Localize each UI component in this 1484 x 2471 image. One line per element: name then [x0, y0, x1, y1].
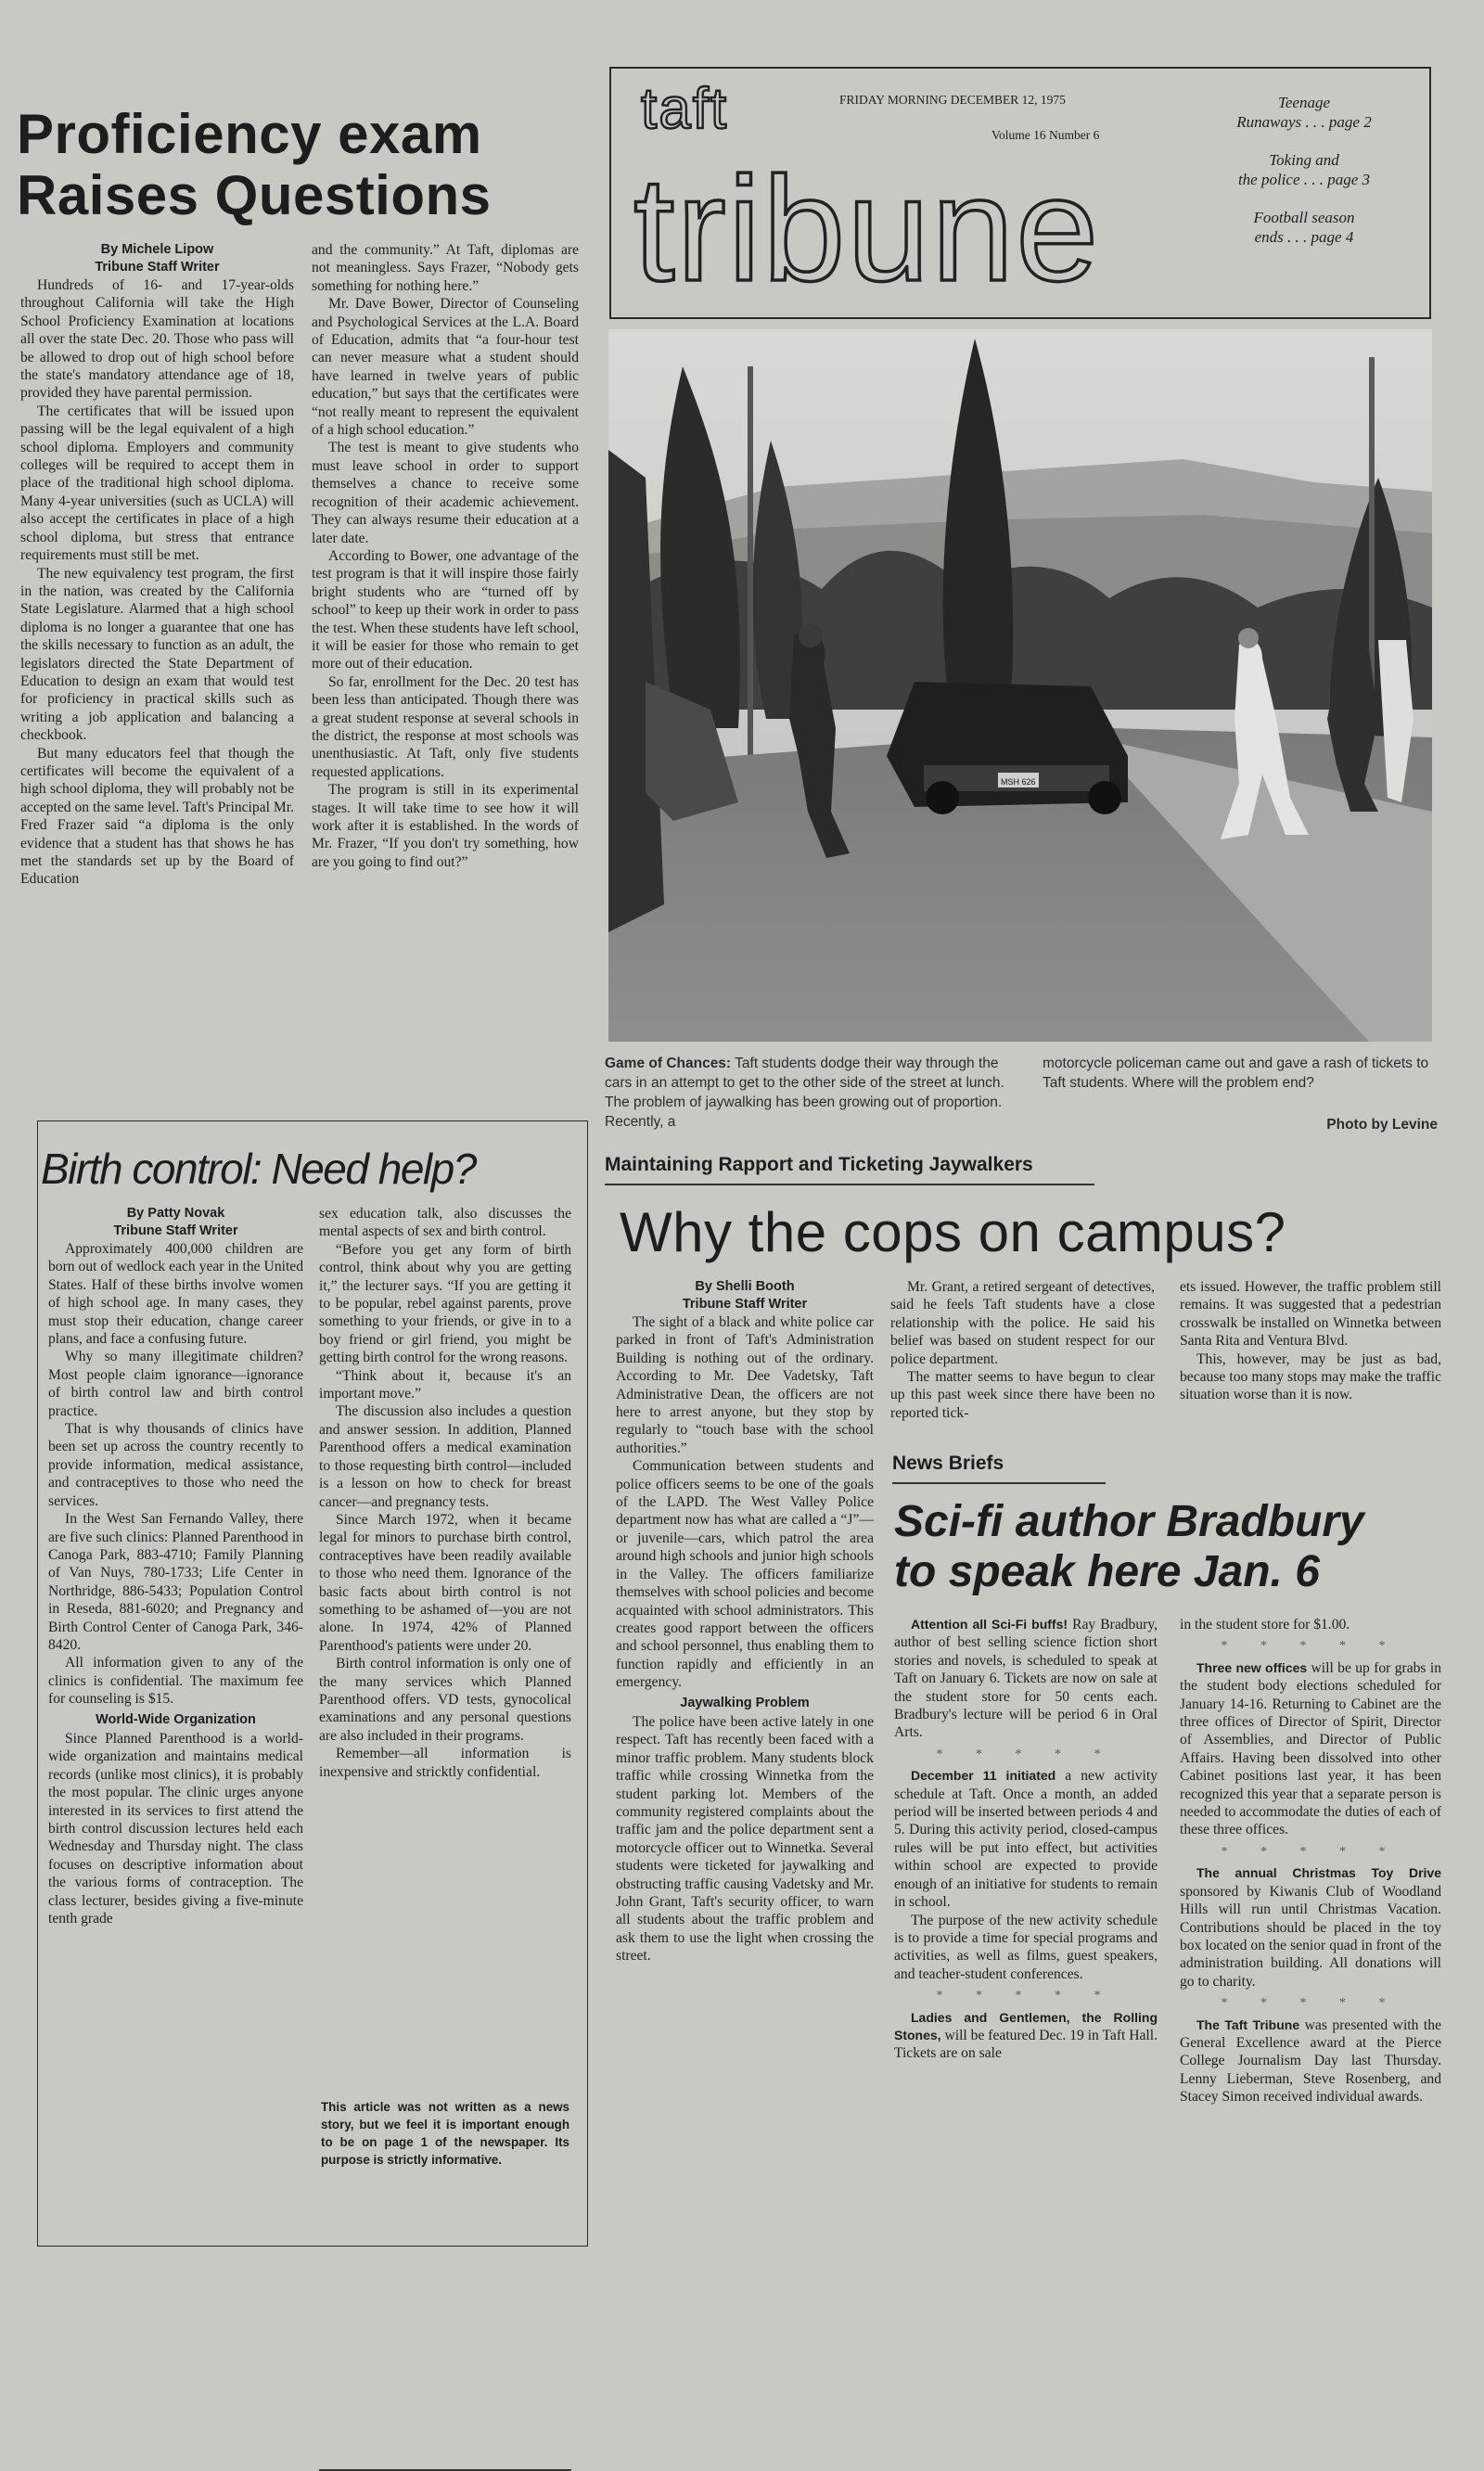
news-briefs-kicker: News Briefs: [892, 1453, 1004, 1474]
proficiency-byline-role: Tribune Staff Writer: [95, 260, 220, 275]
birth-control-paragraph: “Think about it, because it's an important move.”: [319, 1367, 571, 1402]
birth-control-subhead: World-Wide Organization: [96, 1711, 256, 1727]
proficiency-headline: [17, 104, 573, 226]
birth-control-paragraph: Approximately 400,000 children are born out of wedlock each year in the United States. Half of these births involve women of high school age. In many cases, they must stop their education, change career plans, and face a confusing future.: [48, 1241, 303, 1348]
birth-control-headline: Birth control: Need help?: [41, 1145, 476, 1193]
proficiency-column-2: [312, 241, 579, 871]
proficiency-column-1: [20, 241, 294, 889]
scifi-headline: [894, 1497, 1451, 1597]
news-briefs-column-2: [1180, 1616, 1441, 2106]
index-item-line: Runaways . . . page 2: [1236, 113, 1372, 131]
proficiency-paragraph: and the community.” At Taft, diplomas are not meaningless. Says Frazer, “Nobody gets something for nothing here.”: [312, 242, 579, 294]
cops-byline: By Shelli Booth: [695, 1279, 795, 1294]
index-item-line: Football season: [1253, 209, 1355, 226]
cops-paragraph: Mr. Grant, a retired sergeant of detectives, said he feels Taft students have a close relationship with the police. He said his belief was based on student respect for our police department.: [890, 1279, 1155, 1367]
proficiency-paragraph: Mr. Dave Bower, Director of Counseling and Psychological Services at the L.A. Board of Education, admits that “a four-hour test can never measure what a student should have learned in twelve years of public education,” but says that the certificates were “not really meant to represent the equivalent of a high school education.”: [312, 296, 579, 439]
cops-kicker: Maintaining Rapport and Ticketing Jaywalkers: [605, 1154, 1033, 1175]
brief-text: will be featured Dec. 19 in Taft Hall. Tickets are on sale: [894, 2027, 1158, 2062]
proficiency-paragraph: The program is still in its experimental stages. It will take time to see how it will work after it is established. In the words of Mr. Frazer, “If you don't try something, how are you going to find out?”: [312, 782, 579, 870]
caption-text: Taft students dodge their way through the cars in an attempt to get to the other side of the street at lunch. The problem of jaywalking has been growing out of proportion. Recently, a: [605, 1056, 1004, 1130]
brief-separator: * * * * *: [1221, 1844, 1401, 1859]
brief-separator: * * * * *: [936, 1989, 1116, 2004]
street-photo: [608, 329, 1432, 1042]
tribune-logo-text: tribune: [633, 152, 1101, 310]
caption-lead: Game of Chances:: [605, 1056, 732, 1071]
editor-note: This article was not written as a news story, but we feel it is important enough to be on page 1 of the newspaper. Its purpose is strictly informative.: [321, 2100, 569, 2167]
masthead: [609, 67, 1431, 319]
birth-control-byline-role: Tribune Staff Writer: [113, 1223, 238, 1238]
inside-index: [1197, 93, 1411, 247]
birth-control-column-1: [48, 1205, 303, 1927]
volume-number: Volume 16 Number 6: [991, 128, 1100, 142]
birth-control-paragraph: Remember—all information is inexpensive and stricktly confidential.: [319, 1746, 571, 1780]
cops-paragraph: The sight of a black and white police car parked in front of Taft's Administration Building is nothing out of the ordinary. According to Mr. Dee Vadetsky, Taft Administrative Dean, the officers are not here to arrest anyone, but they stop by regularly to “touch base with the school authorities.”: [616, 1314, 874, 1456]
cops-column-2: [890, 1278, 1155, 1422]
brief-text: a new activity schedule at Taft. Once a month, an added period will be inserted between periods 4 and 5. During this activity period, closed-campus rules will be put into effect, but activities within school are expected to provide enough of an initiative for students to remain in school.: [894, 1768, 1158, 1911]
brief-text: in the student store for $1.00.: [1180, 1617, 1350, 1632]
birth-control-paragraph: The discussion also includes a question and answer session. In addition, Planned Parenthood offers a medical examination to those requesting birth control—included is a lesson on how to check for breast cancer—and pregnancy tests.: [319, 1403, 571, 1510]
proficiency-paragraph: But many educators feel that though the certificates will become the equivalent of a high school diploma, they will probably not be accepted on the same level. Taft's Principal Mr. Fred Frazer said “a diploma is the only evidence that a student has that shows he has met the standards set up by the Board of Education: [20, 745, 294, 888]
birth-control-paragraph: Since March 1972, when it became legal for minors to purchase birth control, contraceptives have been readily available to those who need them. Ignorance of the basic facts about birth control is not something to be ashamed of—you are not alone. In 1974, 42% of Planned Parenthood's patients were under 20.: [319, 1511, 571, 1654]
brief-text: sponsored by Kiwanis Club of Woodland Hills will run until Christmas Vacation. Contributions should be placed in the toy box located on the senior quad in front of the administration building. All donations will go to charity.: [1180, 1883, 1441, 1990]
scifi-headline-line-2: to speak here Jan. 6: [894, 1547, 1320, 1596]
dateline: FRIDAY MORNING DECEMBER 12, 1975: [839, 93, 1066, 107]
brief-text: Ray Bradbury, author of best selling science fiction short stories and novels, is scheduled to speak at Taft on January 6. Tickets are now on sale at the student store for 50 cents each. Bradbury's lecture will be period 6 in Oral Arts.: [894, 1617, 1158, 1741]
brief-lead: The Taft Tribune: [1196, 2016, 1300, 2032]
cops-paragraph: The police have been active lately in one respect. Taft has recently been faced with a minor traffic problem. Many students block traffic while crossing Winnetka from the student parking lot. Members of the community registered complaints about the traffic jam and the police department sent a motorcycle officer out to Winnetka. Several students were ticketed for jaywalking and obstructing traffic causing Vadetsky and Mr. John Grant, Taft's security officer, to warn all students about the traffic problem and ask them to use the light when crossing the street.: [616, 1713, 874, 1965]
birth-control-paragraph: Birth control information is only one of the many services which Planned Parenthood offers. VD tests, gynocolical examinations and any personal questions are also included in their programs.: [319, 1656, 571, 1744]
tribune-logo: [632, 152, 1151, 310]
cops-subhead: Jaywalking Problem: [680, 1695, 810, 1710]
brief-text: The purpose of the new activity schedule is to provide a time for special programs and activities, as well as films, guest speakers, and teacher-student conferences.: [894, 1912, 1158, 1982]
news-brief: [1180, 1659, 1441, 1839]
taft-logo: [639, 80, 769, 143]
cops-column-1: [616, 1278, 874, 1965]
proficiency-paragraph: The new equivalency test program, the first in the nation, was created by the California State Legislature. Alarmed that a high school diploma is no longer a guarantee that one has the skills necessary to function as an adult, the legislators directed the State Department of Education to design an exam that would test for proficiency in practical skills such as writing a job application and balancing a checkbook.: [20, 565, 294, 744]
brief-separator: * * * * *: [1221, 1639, 1401, 1654]
birth-control-paragraph: Since Planned Parenthood is a world-wide organization and maintains medical records (unlike most clinics), it is probably the most popular. The clinic urges anyone interested in its services to first attend the birth control discussion lectures held each Wednesday and Thursday night. The class focuses on descriptive information about the various forms of contraception. The class lecturer, besides giving a five-minute tenth grade: [48, 1730, 303, 1927]
news-briefs-column-1: [894, 1616, 1158, 2063]
proficiency-headline-line-1: Proficiency exam: [17, 103, 482, 165]
birth-control-byline: By Patty Novak: [126, 1206, 225, 1221]
brief-text: will be up for grabs in the student body elections scheduled for January 14-16. Returning to Cabinet are the three offices of Director of Spirit, Director of Assemblies, and Director of Public Affairs. Having been dissolved into other Cabinet positions last year, it has been recognized this year that a separate person is needed to accommodate the duties of each of these three offices.: [1180, 1659, 1441, 1838]
birth-control-paragraph: That is why thousands of clinics have been set up across the country recently to provide information, medical assistance, and contraceptives to those who need the services.: [48, 1421, 303, 1509]
index-item: [1197, 150, 1411, 189]
news-brief: [894, 1912, 1158, 1984]
proficiency-paragraph: So far, enrollment for the Dec. 20 test has been less than anticipated. Though there was a great student response at several schools in the district, the response at most schools was unenthusiastic. At Taft, only five students requested applications.: [312, 673, 579, 780]
brief-separator: * * * * *: [936, 1747, 1116, 1761]
index-item-line: Teenage: [1277, 94, 1331, 111]
proficiency-paragraph: Hundreds of 16- and 17-year-olds throughout California will take the High School Proficiency Examination at locations all over the state Dec. 20. Those who pass will be allowed to drop out of high school before the state's mandatory attendance age of 18, provided they have parental permission.: [20, 277, 294, 402]
news-brief: [894, 2009, 1158, 2063]
cops-column-3: [1180, 1278, 1441, 1404]
news-brief: [894, 1767, 1158, 1911]
brief-text: was presented with the General Excellence award at the Pierce College Journalism Day last Thursday. Lenny Lieberman, Steve Rosenberg, and Stacey Simon received individual awards.: [1180, 2016, 1441, 2106]
index-item-line: ends . . . page 4: [1254, 228, 1354, 246]
license-plate-text: MSH 626: [1001, 777, 1036, 787]
brief-separator: * * * * *: [1221, 1996, 1401, 2011]
proficiency-paragraph: According to Bower, one advantage of the test program is that it will inspire those fairly bright students who are “turned off by school” to keep up their work in order to pass the test. When these students have left school, it will be easier for those who remain to get more out of their education.: [312, 547, 579, 672]
kicker-rule: [605, 1184, 1094, 1185]
news-briefs-rule: [892, 1482, 1106, 1484]
brief-lead: December 11 initiated: [911, 1768, 1056, 1784]
photo-caption-right: [1043, 1054, 1438, 1093]
cops-paragraph: Communication between students and police officers seems to be one of the goals of the LAPD. The West Valley Police department now has what are called a “J”—or juvenile—cars, which patrol the area around high schools and junior high schools in the Valley. The officers familiarize themselves with school policies and become acquainted with school administrators. This creates good rapport between the officers and school personnel, thus enabling them to function rapidly and efficiently in an emergency.: [616, 1458, 874, 1691]
birth-control-paragraph: “Before you get any form of birth control, think about why you are getting it,” the lecturer says. “If you are getting it to be popular, rebel against parents, prove something to your friends, or give in to a boy friend or girl friend, you might be getting birth control for the wrong reasons.: [319, 1241, 571, 1366]
brief-lead: Attention all Sci-Fi buffs!: [911, 1617, 1068, 1632]
photo-credit: Photo by Levine: [1326, 1117, 1438, 1133]
index-item-line: the police . . . page 3: [1237, 171, 1371, 188]
news-brief: [894, 1616, 1158, 1742]
scifi-headline-line-1: Sci-fi author Bradbury: [894, 1497, 1364, 1546]
news-brief: [1180, 1864, 1441, 1991]
cops-headline: Why the cops on campus?: [620, 1201, 1286, 1263]
index-item: [1197, 208, 1411, 247]
birth-control-column-2: [319, 1205, 571, 1781]
birth-control-paragraph: In the West San Fernando Valley, there are five such clinics: Planned Parenthood in Canoga Park, 883-4710; Family Planning of Van Nuys, 780-1733; Life Center in Northridge, 886-5433; Population Control in Reseda, 881-6020; and Pregnancy and Birth Control Center of Canoga Park, 346-8420.: [48, 1511, 303, 1653]
brief-lead: Ladies and Gentlemen, the Rolling Stones,: [894, 2009, 1158, 2042]
cops-paragraph: ets issued. However, the traffic problem still remains. It was suggested that a pedestrian crosswalk be installed on Winnetka between Santa Rita and Ventura Blvd.: [1180, 1279, 1441, 1350]
cops-paragraph: The matter seems to have begun to clear up this past week since there have been no reported tick-: [890, 1369, 1155, 1421]
news-brief: [1180, 1616, 1441, 1633]
taft-logo-text: taft: [641, 80, 729, 141]
birth-control-paragraph: Why so many illegitimate children? Most people claim ignorance—ignorance of birth control law and birth control practice.: [48, 1349, 303, 1419]
proficiency-byline: By Michele Lipow: [100, 242, 214, 257]
index-item-line: Toking and: [1269, 151, 1339, 169]
photo-caption-left: [605, 1054, 1008, 1132]
proficiency-paragraph: The certificates that will be issued upon passing will be the legal equivalent of a high school diploma. Employers and community colleges will be required to accept them in place of the traditional high school diploma. Many 4-year universities (such as UCLA) will also accept the certificates in place of a high school diploma, but stress that entrance requirements must still be met.: [20, 403, 294, 564]
cops-paragraph: This, however, may be just as bad, because too many stops may make the traffic situation worse than it is now.: [1180, 1351, 1441, 1403]
proficiency-paragraph: The test is meant to give students who must leave school in order to support themselves a chance to receive some recognition of their academic achievement. They can always resume their education at a later date.: [312, 440, 579, 546]
brief-lead: The annual Christmas Toy Drive: [1196, 1865, 1441, 1881]
birth-control-paragraph: sex education talk, also discusses the mental aspects of sex and birth control.: [319, 1206, 571, 1240]
cops-byline-role: Tribune Staff Writer: [682, 1297, 808, 1312]
caption-text: motorcycle policeman came out and gave a rash of tickets to Taft students. Where will the problem end?: [1043, 1056, 1429, 1091]
proficiency-headline-line-2: Raises Questions: [17, 164, 492, 226]
index-item: [1197, 93, 1411, 132]
brief-lead: Three new offices: [1196, 1659, 1308, 1675]
news-brief: [1180, 2016, 1441, 2106]
birth-control-paragraph: All information given to any of the clinics is confidential. The maximum fee for counseling is $15.: [48, 1655, 303, 1708]
